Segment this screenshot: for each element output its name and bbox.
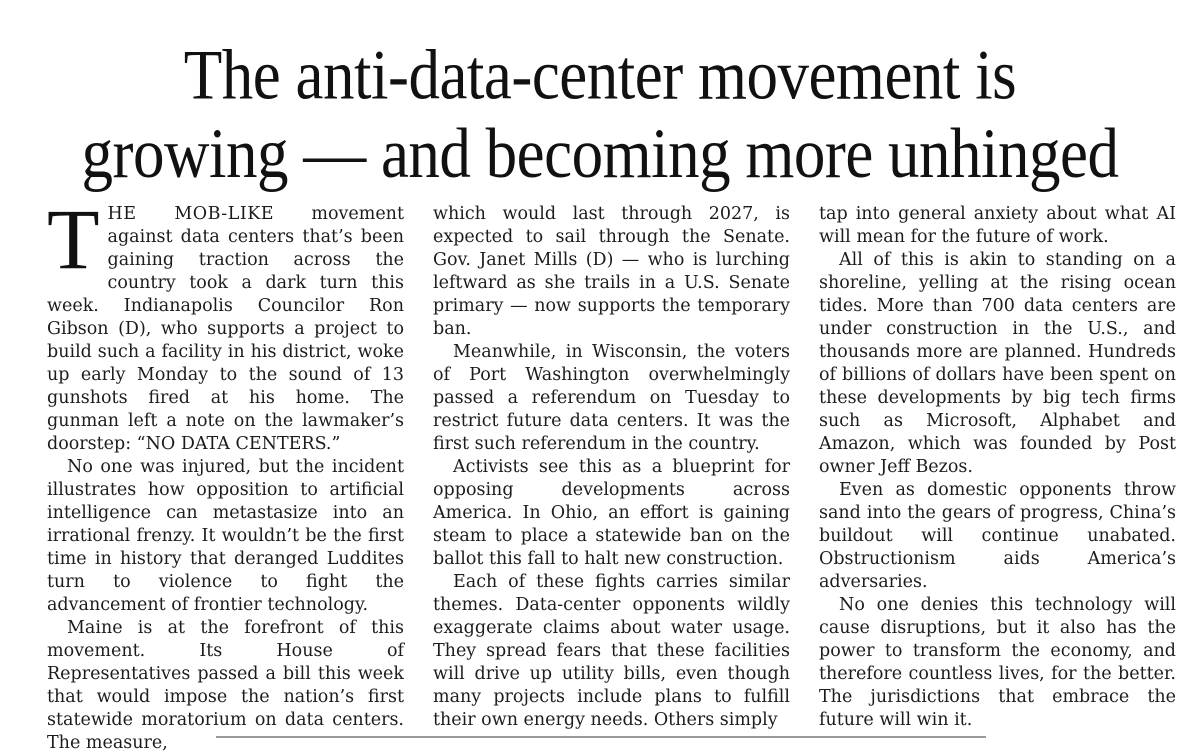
paragraph-continued: which would last through 2027, is expected to sail through the Senate. Gov. Janet Mills (D) — who is lurching leftward as she trails in a U.S. Senate primary — now supports the temporary ban. [433, 204, 790, 339]
paragraph: Activists see this as a blueprint for opposing developments across America. In Ohio, an effort is gaining steam to place a statewide ban on the ballot this fall to halt new construction. [433, 457, 790, 569]
paragraph: Even as domestic opponents throw sand into the gears of progress, China’s buildout will continue unabated. Obstructionism aids America’s adversaries. [819, 480, 1176, 592]
paragraph: Maine is at the forefront of this movement. Its House of Representatives passed a bill this week that would impose the nation’s first statewide moratorium on data centers. The measure, [47, 618, 404, 753]
paragraph: No one denies this technology will cause disruptions, but it also has the power to transform the economy, and therefore countless lives, for the better. The jurisdictions that embrace the future will win it. [819, 595, 1176, 730]
lead-paragraph [47, 191, 404, 456]
lead-small-caps: HE MOB-LIKE [107, 204, 275, 224]
paragraph-continued: tap into general anxiety about what AI will mean for the future of work. [819, 204, 1176, 247]
drop-cap: T [47, 191, 100, 287]
article-column-3 [819, 203, 1176, 732]
article-column-1 [47, 191, 404, 755]
paragraph: Meanwhile, in Wisconsin, the voters of Port Washington overwhelmingly passed a referendum on Tuesday to restrict future data centers. It was the first such referendum in the country. [433, 342, 790, 454]
headline-line-2: growing — and becoming more unhinged [81, 114, 1119, 193]
article-column-2 [433, 203, 790, 732]
headline-line-1: The anti-data-center movement is [183, 36, 1017, 115]
paragraph: Each of these fights carries similar themes. Data-center opponents wildly exaggerate claims about water usage. They spread fears that these facilities will drive up utility bills, even though many projects include plans to fulfill their own energy needs. Others simply [433, 572, 790, 730]
headline [40, 36, 1160, 193]
lead-paragraph-text: movement against data centers that’s been gaining traction across the country took a dark turn this week. Indianapolis Councilor Ron Gibson (D), who supports a project to build such a facility in his district, woke up early Monday to the sound of 13 gunshots fired at his home. The gunman left a note on the lawmaker’s doorstep: “NO DATA CENTERS.” [47, 204, 404, 454]
bottom-divider [216, 736, 986, 738]
paragraph: All of this is akin to standing on a shoreline, yelling at the rising ocean tides. More than 700 data centers are under construction in the U.S., and thousands more are planned. Hundreds of billions of dollars have been spent on these developments by big tech firms such as Microsoft, Alphabet and Amazon, which was founded by Post owner Jeff Bezos. [819, 250, 1176, 477]
paragraph: No one was injured, but the incident illustrates how opposition to artificial intelligence can metastasize into an irrational frenzy. It wouldn’t be the first time in history that deranged Luddites turn to violence to fight the advancement of frontier technology. [47, 457, 404, 615]
